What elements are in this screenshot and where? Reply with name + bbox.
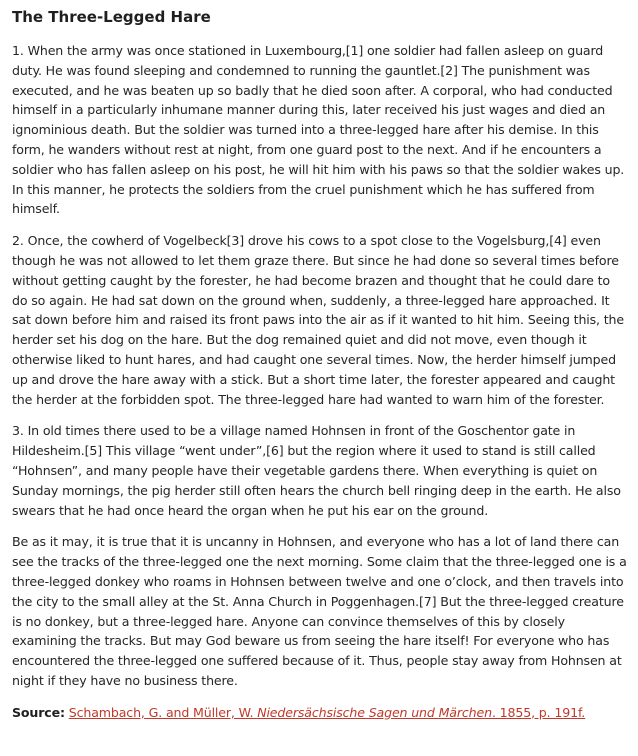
paragraph-3: 3. In old times there used to be a village named Hohnsen in front of the Goschentor gate in Hildesheim.[5] This village “went under”,[6] but the region where it used to stand is still called “Hohnsen”, and many people have their vegetable gardens there. When everything is quiet on Sunday mornings, the pig herder still often hears the church bell ringing deep in the earth. He also swears that he had once heard the organ when he put his ear on the ground. xyxy=(12,423,621,518)
page-title: The Three-Legged Hare xyxy=(12,8,211,26)
paragraph-2: 2. Once, the cowherd of Vogelbeck[3] drove his cows to a spot close to the Vogelsburg,[4] even though he was not allowed to let them graze there. But since he had done so several times before without getting caught by the forester, he had become brazen and thought that he could dare to do so again. He had sat down on the ground when, suddenly, a three-legged hare approached. It sat down before him and raised its front paws into the air as if it wanted to hit him. Seeing this, the herder set his dog on the hare. But the dog remained quiet and did not move, even though it otherwise liked to hunt hares, and had caught one several times. Now, the herder himself jumped up and drove the hare away with a stick. But a short time later, the forester appeared and caught the herder at the forbidden spot. The three-legged hare had wanted to warn him of the forester. xyxy=(12,233,624,407)
source-work-title: Niedersächsische Sagen und Märchen xyxy=(257,704,492,720)
source-link[interactable] xyxy=(69,705,585,720)
source-label: Source: xyxy=(12,704,65,720)
source-citation xyxy=(12,703,628,723)
source-authors: Schambach, G. and Müller, W. xyxy=(68,704,258,720)
paragraph-4: Be as it may, it is true that it is uncanny in Hohnsen, and everyone who has a lot of land there can see the tracks of the three-legged one the next morning. Some claim that the three-legged one is a three-legged donkey who roams in Hohnsen between twelve and one o’clock, and then travels into the city to the small alley at the St. Anna Church in Poggenhagen.[7] But the three-legged creature is no donkey, but a three-legged hare. Anyone can convince themselves of this by closely examining the tracks. But may God beware us from seeing the hare itself! For everyone who has encountered the three-legged one suffered because of it. Thus, people stay away from Hohnsen at night if they have no business there. xyxy=(12,534,627,688)
source-details: . 1855, p. 191f. xyxy=(491,704,586,720)
paragraph-1: 1. When the army was once stationed in Luxembourg,[1] one soldier had fallen asleep on guard duty. He was found sleeping and condemned to running the gauntlet.[2] The punishment was executed, and he was beaten up so badly that he died soon after. A corporal, who had conducted himself in a particularly inhumane manner during this, later received his just wages and died an ignominious death. But the soldier was turned into a three-legged hare after his demise. In this form, he wanders without rest at night, from one guard post to the next. And if he encounters a soldier who has fallen asleep on his post, he will hit him with his paws so that the soldier wakes up. In this manner, he protects the soldiers from the cruel punishment which he has suffered from himself. xyxy=(12,43,625,217)
